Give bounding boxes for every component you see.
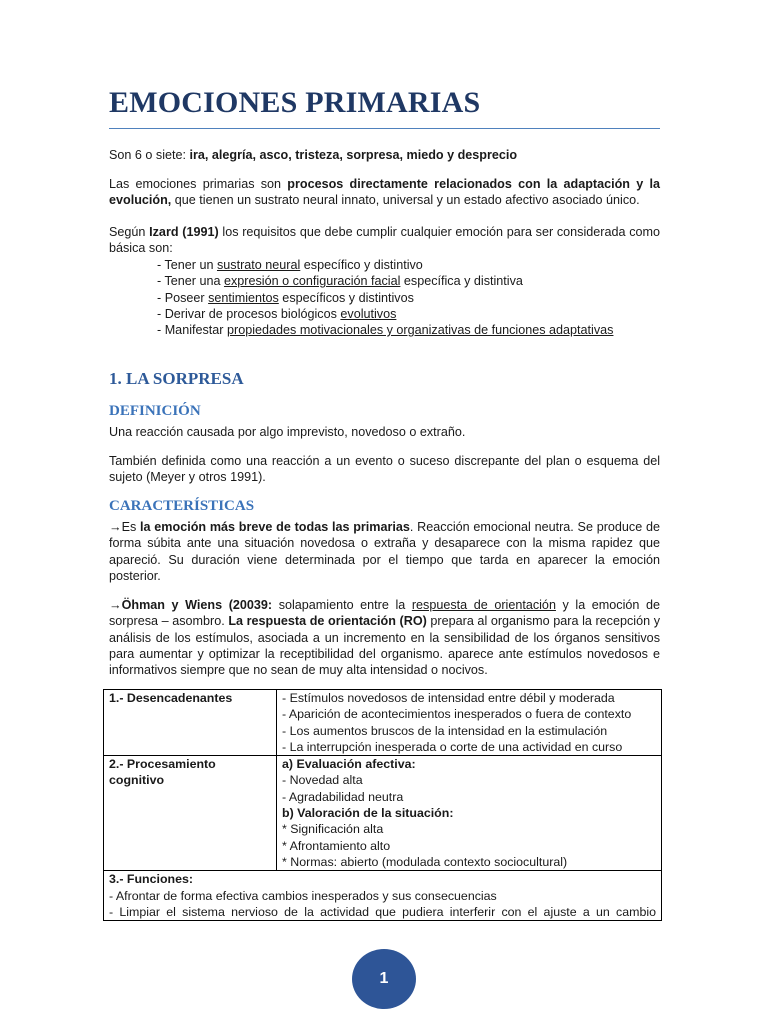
list-item: - Afrontar de forma efectiva cambios inesperados y sus consecuencias	[109, 888, 497, 903]
para1-text-c: que tienen un sustrato neural innato, universal y un estado afectivo asociado único.	[171, 193, 640, 208]
characteristics-paragraph-2	[109, 597, 660, 678]
char1-text-c: . Reacción emocional neutra. Se produce de forma súbita ante una situación novedosa o extraña y desaparece con la misma rapidez que apareció. Su duración viene determinada por el tiempo que tarda en aparecer la emoción posterior.	[109, 520, 660, 583]
requirement-item	[157, 273, 523, 289]
row2-label-line2: cognitivo	[109, 773, 165, 788]
requirement-item	[157, 257, 423, 273]
table-row-label	[104, 690, 277, 756]
table-row-content	[104, 871, 662, 921]
page-number-badge: 1	[352, 949, 416, 1009]
req-pre: - Tener un	[157, 258, 217, 272]
char2-text-a2: y la emoción de sorpresa – asombro.	[109, 598, 660, 629]
table-row-content	[277, 690, 662, 756]
subsection-heading-caracteristicas: CARACTERÍSTICAS	[109, 498, 255, 514]
char2-underlined: respuesta de orientación	[411, 598, 556, 612]
paragraph-izard	[109, 224, 660, 257]
req-underlined: propiedades motivacionales y organizativas de funciones adaptativas	[227, 323, 614, 337]
surprise-summary-table	[103, 689, 662, 921]
char2-text-a3: prepara al organismo para la recepción y análisis de los estímulos, asociada a un incremento en la sensibilidad de los órganos sensitivos para aumentar y optimizar la receptibilidad del organismo. aparece ante estímulos novedosos e informativos siempre que no sean de muy alta intensidad o nocivos.	[109, 614, 660, 678]
table-row-label	[104, 756, 277, 871]
intro-line	[109, 147, 660, 163]
list-item: - Aparición de acontecimientos inesperados o fuera de contexto	[282, 707, 632, 722]
definition-text-2: También definida como una reacción a un evento o suceso discrepante del plan o esquema del sujeto (Meyer y otros 1991).	[109, 454, 660, 485]
requirement-item	[157, 290, 414, 306]
list-item: - Estímulos novedosos de intensidad entre débil y moderada	[282, 691, 615, 705]
list-item: - La interrupción inesperada o corte de una actividad en curso	[282, 739, 623, 754]
para1-text-a: Las emociones primarias son	[109, 177, 288, 191]
table-row	[104, 871, 662, 921]
req-pre: - Manifestar	[157, 323, 227, 337]
req-underlined: sustrato neural	[216, 258, 301, 272]
char2-text-a1: solapamiento entre la	[272, 598, 412, 612]
char1-text-a: Es	[121, 520, 141, 534]
row2-subheading-a: a) Evaluación afectiva:	[282, 757, 416, 772]
requirement-item	[157, 322, 613, 338]
table-row	[104, 690, 662, 756]
list-item: - Novedad alta	[282, 773, 363, 788]
table-row-content	[277, 756, 662, 871]
para2-citation: Izard (1991)	[149, 225, 219, 239]
req-post: específicos y distintivos	[278, 291, 414, 305]
characteristics-paragraph-1	[109, 519, 660, 584]
list-item: * Significación alta	[282, 822, 384, 837]
section-heading: 1. LA SORPRESA	[109, 369, 244, 388]
para2-text-c: los requisitos que debe cumplir cualquier emoción para ser considerada como básica son:	[109, 225, 661, 256]
arrow-icon: →	[109, 520, 122, 534]
list-item: * Afrontamiento alto	[282, 838, 391, 853]
table-row	[104, 756, 662, 871]
char2-bold-ro: La respuesta de orientación (RO)	[228, 614, 427, 629]
row2-label-line1: 2.- Procesamiento	[109, 757, 216, 772]
req-pre: - Derivar de procesos biológicos	[157, 307, 341, 321]
para2-text-a: Según	[109, 225, 150, 239]
req-post: específica y distintiva	[400, 274, 523, 288]
subsection-heading-definicion: DEFINICIÓN	[109, 403, 201, 419]
arrow-icon: →	[109, 598, 122, 612]
intro-emotions-list: ira, alegría, asco, tristeza, sorpresa, miedo y desprecio	[189, 148, 518, 162]
req-underlined: evolutivos	[340, 307, 397, 321]
page-title: EMOCIONES PRIMARIAS	[109, 86, 481, 119]
paragraph-definition	[109, 176, 660, 209]
list-item: - Limpiar el sistema nervioso de la actividad que pudiera interferir con el ajuste a un cambio	[109, 904, 656, 919]
requirement-item	[157, 306, 396, 322]
para1-bold: procesos directamente relacionados con la adaptación y la evolución,	[109, 177, 660, 208]
title-underline	[109, 128, 660, 129]
row2-subheading-b: b) Valoración de la situación:	[282, 806, 454, 821]
intro-prefix: Son 6 o siete:	[109, 148, 190, 162]
req-underlined: sentimientos	[208, 291, 279, 305]
row1-label: 1.- Desencadenantes	[109, 691, 233, 705]
list-item: - Agradabilidad neutra	[282, 789, 404, 804]
list-item: - Los aumentos bruscos de la intensidad en la estimulación	[282, 723, 608, 738]
char1-bold: la emoción más breve de todas las primarias	[140, 520, 410, 534]
req-pre: - Poseer	[157, 291, 209, 305]
req-underlined: expresión o configuración facial	[223, 274, 401, 288]
req-post: específico y distintivo	[300, 258, 423, 272]
list-item: * Normas: abierto (modulada contexto sociocultural)	[282, 854, 568, 869]
char2-citation: Öhman y Wiens (20039:	[121, 598, 273, 612]
row3-label: 3.- Funciones:	[109, 872, 193, 887]
definition-text-1: Una reacción causada por algo imprevisto, novedoso o extraño.	[109, 425, 466, 439]
req-pre: - Tener una	[157, 274, 224, 288]
